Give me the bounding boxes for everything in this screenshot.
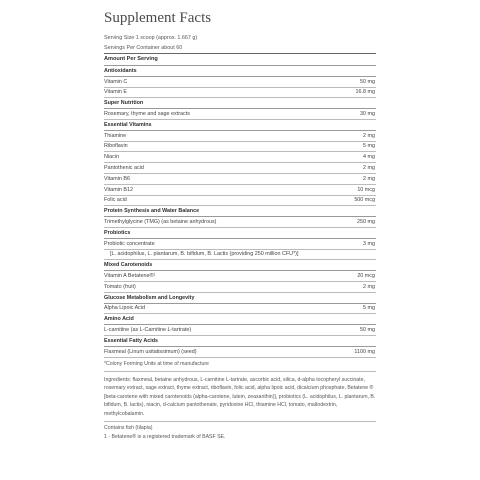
table-row xyxy=(104,217,376,228)
amount-header: Amount Per Serving xyxy=(104,54,376,66)
nutrient-amount: 5 mg xyxy=(363,305,375,312)
nutrient-name: Vitamin A Betatene®¹ xyxy=(104,273,156,280)
nutrient-amount: 50 mg xyxy=(360,78,375,85)
section-header: Protein Synthesis and Water Balance xyxy=(104,206,376,217)
nutrient-name: Niacin xyxy=(104,154,119,161)
nutrient-amount: 3 mg xyxy=(363,240,375,247)
table-row xyxy=(104,77,376,88)
section-header: Mixed Carotenoids xyxy=(104,260,376,271)
table-row xyxy=(104,239,376,250)
supplement-facts-panel xyxy=(104,0,376,442)
nutrient-amount: 500 mcg xyxy=(354,197,375,204)
nutrient-name: Pantothenic acid xyxy=(104,165,144,172)
nutrient-name: Thiamine xyxy=(104,132,127,139)
table-row xyxy=(104,250,376,261)
nutrient-amount: 20 mcg xyxy=(357,273,375,280)
nutrient-amount: 50 mg xyxy=(360,327,375,334)
servings-per-container: Servings Per Container about 60 xyxy=(104,45,183,51)
table-row xyxy=(104,142,376,153)
ingredients-text: Ingredients: flaxmeal, betaine anhydrous, L-carnitine L-tartrate, ascorbic acid, silica, d-alpha tocopheryl succinate, rosemary extract, sage extract, thyme extract, riboflavin, folic acid, alpha lipoic acid, dicalcium phosphate, Betatene ® [beta-carotene with mixed carotenoids (alpha-carotene, lutein, zeaxanthin)], probiotics (L. acidophilus, L. plantarum, B. bifidum, B. lactis), niacin, d-calcium pantothenate, pyridoxine HCl, thiamine HCl, tomato, maltodextrin, methylcobalamin. xyxy=(104,372,376,423)
section-header: Super Nutrition xyxy=(104,98,376,109)
nutrient-amount: 2 mg xyxy=(363,283,375,290)
nutrient-name: Vitamin B6 xyxy=(104,175,130,182)
nutrient-amount: 250 mg xyxy=(357,219,375,226)
nutrient-name: [L. acidophilus, L. plantarum, B. bifidum, B. Lactis (providing 250 million CFU*)] xyxy=(110,251,299,258)
section-header: Amino Acid xyxy=(104,314,376,325)
nutrient-amount: 2 mg xyxy=(363,175,375,182)
section-header: Essential Fatty Acids xyxy=(104,336,376,347)
table-row xyxy=(104,152,376,163)
nutrient-name: L-carnitine (as L-Carnitine L-tartrate) xyxy=(104,327,192,334)
table-row xyxy=(104,163,376,174)
nutrient-name: Vitamin E xyxy=(104,89,127,96)
nutrient-name: Alpha Lipoic Acid xyxy=(104,305,146,312)
section-header: Probiotics xyxy=(104,228,376,239)
page-title: Supplement Facts xyxy=(104,10,212,26)
table-row xyxy=(104,304,376,315)
nutrient-name: Vitamin B12 xyxy=(104,186,133,193)
table-row xyxy=(104,347,376,358)
cfu-note: *Colony Forming Units at time of manufacture xyxy=(104,358,376,372)
section-header: Antioxidants xyxy=(104,66,376,77)
table-row xyxy=(104,174,376,185)
nutrient-amount: 10 mcg xyxy=(357,186,375,193)
nutrient-amount: 2 mg xyxy=(363,165,375,172)
table-row xyxy=(104,109,376,120)
nutrient-name: Rosemary, thyme and sage extracts xyxy=(104,111,190,118)
table-row xyxy=(104,196,376,207)
nutrient-table xyxy=(104,66,376,358)
nutrient-amount: 1100 mg xyxy=(354,348,375,355)
section-header: Glucose Metabolism and Longevity xyxy=(104,293,376,304)
table-row xyxy=(104,271,376,282)
nutrient-name: Tomato (fruit) xyxy=(104,283,136,290)
table-row xyxy=(104,88,376,99)
nutrient-name: Folic acid xyxy=(104,197,127,204)
allergen-note: Contains fish (tilapia) xyxy=(104,425,153,432)
nutrient-amount: 5 mg xyxy=(363,143,375,150)
nutrient-name: Riboflavin xyxy=(104,143,128,150)
nutrient-amount: 4 mg xyxy=(363,154,375,161)
serving-size: Serving Size 1 scoop (approx. 1.667 g) xyxy=(104,35,198,41)
nutrient-name: Probiotic concentrate xyxy=(104,240,155,247)
table-row xyxy=(104,282,376,293)
nutrient-amount: 2 mg xyxy=(363,132,375,139)
nutrient-name: Flaxmeal (Linum usitatissimum) (seed) xyxy=(104,348,197,355)
nutrient-amount: 30 mg xyxy=(360,111,375,118)
trademark-note: 1 - Betatene® is a registered trademark of BASF SE. xyxy=(104,434,226,441)
nutrient-amount: 16.8 mg xyxy=(355,89,375,96)
table-row xyxy=(104,131,376,142)
table-row xyxy=(104,325,376,336)
section-header: Essential Vitamins xyxy=(104,120,376,131)
nutrient-name: Trimethylglycine (TMG) (as betaine anhydrous) xyxy=(104,219,217,226)
nutrient-name: Vitamin C xyxy=(104,78,128,85)
table-row xyxy=(104,185,376,196)
